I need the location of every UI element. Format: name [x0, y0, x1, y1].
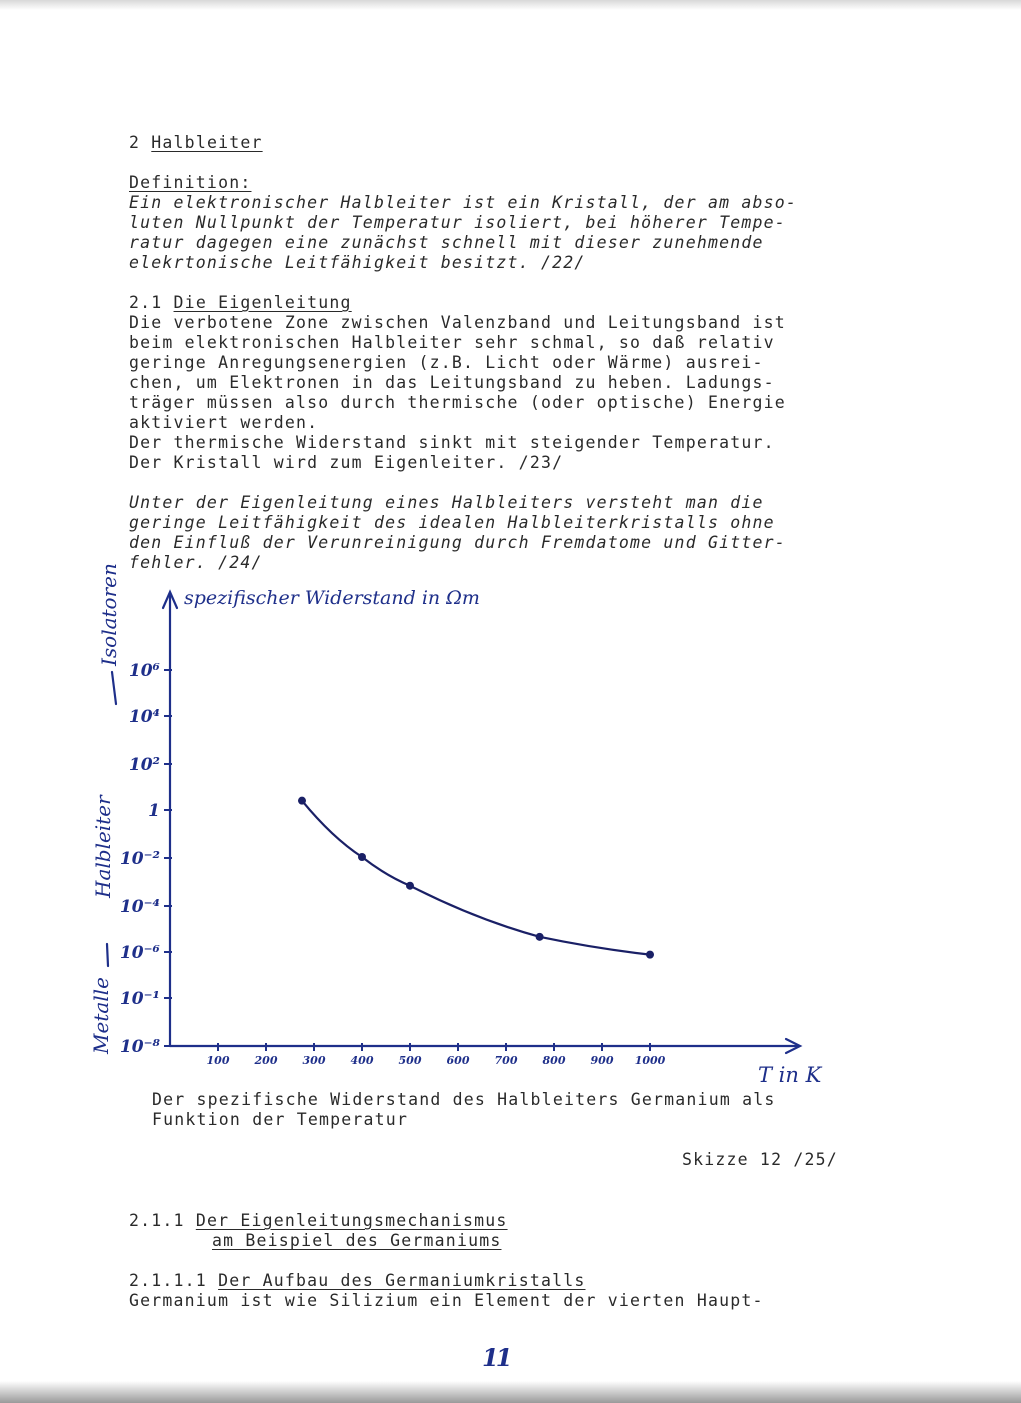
italic-line: Unter der Eigenleitung eines Halbleiters versteht man die [129, 493, 764, 512]
definition-line: elekrtonische Leitfähigkeit besitzt. /22/ [129, 253, 586, 272]
body-line: Die verbotene Zone zwischen Valenzband und Leitungsband ist [129, 313, 786, 332]
figure-caption-line: Der spezifische Widerstand des Halbleiters Germanium als [152, 1090, 776, 1109]
x-axis-label: T in K [758, 1063, 822, 1087]
body-line: Germanium ist wie Silizium ein Element der vierten Haupt- [129, 1291, 764, 1310]
x-tick-label: 800 [542, 1054, 566, 1067]
side-label-metalle: Metalle [89, 977, 113, 1054]
y-tick-label: 10⁻⁸ [119, 1037, 160, 1057]
body-line: beim elektronischen Halbleiter sehr schmal, so daß relativ [129, 333, 775, 352]
italic-line: den Einfluß der Verunreinigung durch Fremdatome und Gitter- [129, 533, 786, 552]
x-tick-label: 600 [446, 1054, 470, 1067]
body-line: aktiviert werden. [129, 413, 319, 432]
data-point [536, 933, 544, 941]
side-separator [112, 672, 116, 704]
data-point [646, 951, 654, 959]
side-label-isolatoren: Isolatoren [97, 563, 121, 666]
section-number: 2 [129, 133, 141, 152]
subsubsection-heading [129, 1211, 508, 1231]
subsection-number: 2.1 [129, 293, 163, 312]
scan-edge-bottom [0, 1381, 1021, 1403]
x-tick-label: 700 [494, 1054, 518, 1067]
side-separator [107, 944, 108, 966]
y-tick-label: 10⁻⁴ [119, 897, 160, 917]
resistance-curve [302, 801, 650, 955]
data-point [406, 882, 414, 890]
figure-caption-line: Funktion der Temperatur [152, 1110, 409, 1129]
italic-line: fehler. /24/ [129, 553, 263, 572]
subsection-title: Die Eigenleitung [173, 293, 352, 312]
italic-line: geringe Leitfähigkeit des idealen Halbleiterkristalls ohne [129, 513, 775, 532]
subsubsubsection-title: Der Aufbau des Germaniumkristalls [218, 1271, 586, 1290]
x-tick-label: 1000 [634, 1054, 666, 1067]
subsubsubsection-heading [129, 1271, 586, 1291]
y-tick-label: 10⁶ [128, 661, 160, 681]
x-tick-label: 400 [350, 1054, 374, 1067]
definition-label: Definition: [129, 173, 252, 192]
definition-line: ratur dagegen eine zunächst schnell mit dieser zunehmende [129, 233, 764, 252]
y-tick-label: 10⁻¹ [119, 989, 160, 1009]
page-number: 11 [482, 1343, 510, 1372]
subsubsection-title: Der Eigenleitungsmechanismus [195, 1211, 508, 1230]
body-line: geringe Anregungsenergien (z.B. Licht oder Wärme) ausrei- [129, 353, 764, 372]
y-axis-label: spezifischer Widerstand in Ωm [184, 587, 480, 609]
body-line: Der thermische Widerstand sinkt mit steigender Temperatur. [129, 433, 775, 452]
x-tick-label: 300 [302, 1054, 326, 1067]
x-tick-label: 200 [254, 1054, 278, 1067]
body-line: chen, um Elektronen in das Leitungsband zu heben. Ladungs- [129, 373, 775, 392]
y-tick-label: 10⁻² [119, 849, 160, 869]
body-line: Der Kristall wird zum Eigenleiter. /23/ [129, 453, 564, 472]
data-point [298, 797, 306, 805]
subsubsection-number: 2.1.1 [129, 1211, 185, 1230]
side-label-halbleiter: Halbleiter [91, 795, 115, 898]
x-tick-label: 500 [398, 1054, 422, 1067]
y-tick-label: 1 [148, 801, 160, 821]
definition-line: luten Nullpunkt der Temperatur isoliert, bei höherer Tempe- [129, 213, 786, 232]
data-point [358, 853, 366, 861]
y-tick-label: 10² [128, 755, 160, 775]
body-line: träger müssen also durch thermische (oder optische) Energie [129, 393, 786, 412]
definition-line: Ein elektronischer Halbleiter ist ein Kristall, der am abso- [129, 193, 798, 212]
figure-source: Skizze 12 /25/ [682, 1150, 838, 1169]
y-tick-label: 10⁴ [128, 707, 160, 727]
x-tick-label: 900 [590, 1054, 614, 1067]
x-tick-label: 100 [206, 1054, 230, 1067]
section-title: Halbleiter [151, 133, 263, 152]
y-tick-label: 10⁻⁶ [119, 943, 160, 963]
subsubsubsection-number: 2.1.1.1 [129, 1271, 207, 1290]
subsubsection-title-cont: am Beispiel des Germaniums [212, 1231, 502, 1250]
